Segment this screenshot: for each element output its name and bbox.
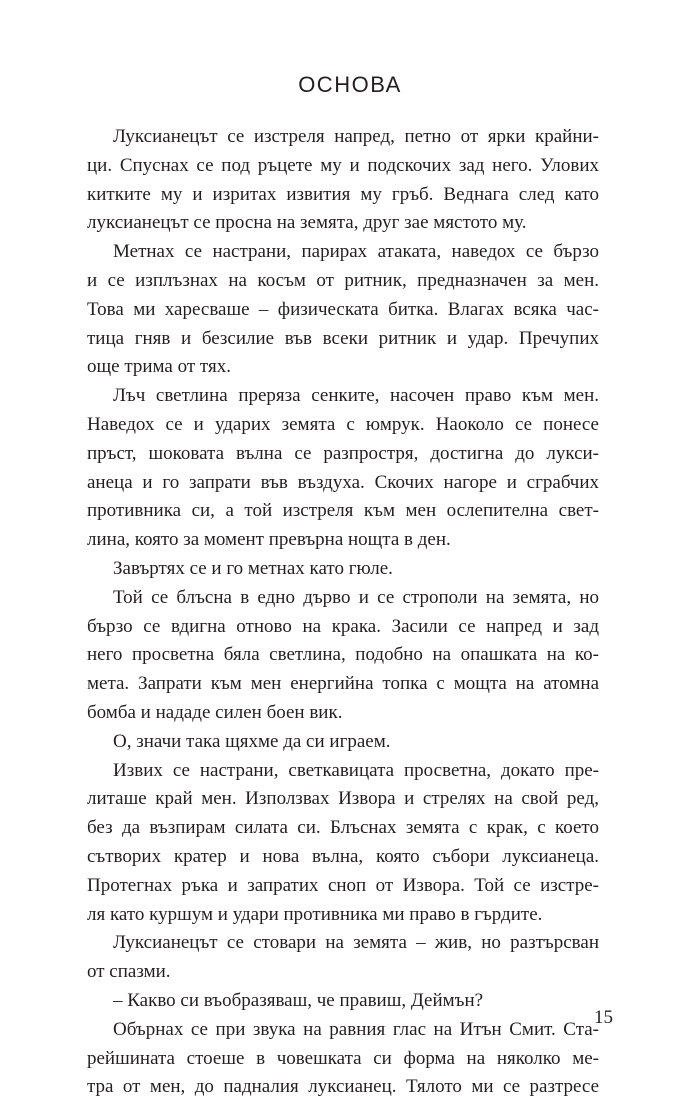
text-line: луксианецът се просна на земята, друг зае мястото му. <box>87 212 527 234</box>
text-line: анеца и го запрати във въздуха. Скочих нагоре и сграбчих <box>87 471 599 493</box>
text-line: сътворих кратер и нова вълна, която събори луксианеца. <box>87 845 599 867</box>
text-line: Протегнах ръка и запратих сноп от Извора. Той се изстре- <box>87 874 599 896</box>
body-text <box>87 123 599 1102</box>
text-line: Завъртях се и го метнах като гюле. <box>113 557 393 579</box>
text-line: Извих се настрани, светкавицата просветна, докато пре- <box>113 759 599 781</box>
text-line: мета. Запрати към мен енергийна топка с мощта на атомна <box>87 673 599 695</box>
text-line: и се изплъзнах на косъм от ритник, предназначен за мен. <box>87 269 599 291</box>
page-number: 15 <box>594 1007 613 1028</box>
chapter-title: ОСНОВА <box>298 72 402 97</box>
text-line: ля като куршум и удари противника ми право в гърдите. <box>87 903 543 925</box>
text-line: Наведох се и ударих земята с юмрук. Наоколо се понесе <box>87 413 599 435</box>
text-line: още трима от тях. <box>87 356 231 378</box>
text-line: ци. Спуснах се под ръцете му и подскочих зад него. Улових <box>87 154 599 176</box>
text-line: без да възпирам силата си. Блъснах земята с крак, с което <box>87 817 599 839</box>
text-line: Луксианецът се изстреля напред, петно от ярки крайни- <box>113 126 599 147</box>
text-line: от спазми. <box>87 961 171 983</box>
text-line: рейшината стоеше в човешката си форма на няколко ме- <box>87 1047 599 1069</box>
text-line: Той се блъсна в едно дърво и се строполи на земята, но <box>113 586 599 608</box>
text-line: Лъч светлина преряза сенките, насочен право към мен. <box>113 385 599 407</box>
text-line: пръст, шоковата вълна се разпростря, достигна до лукси- <box>87 442 599 464</box>
text-line: – Какво си въобразяваш, че правиш, Деймън? <box>113 989 484 1011</box>
text-line: бомба и нададе силен боен вик. <box>87 701 343 723</box>
text-line: О, значи така щяхме да си играем. <box>113 730 391 752</box>
text-line: Обърнах се при звука на равния глас на Итън Смит. Ста- <box>113 1018 599 1040</box>
text-line: Това ми харесваше – физическата битка. Влагах всяка час- <box>87 298 599 320</box>
text-line: литаше край мен. Използвах Извора и стрелях на свой ред, <box>87 788 599 810</box>
text-line: тица гняв и безсилие във всеки ритник и удар. Пречупих <box>87 327 599 349</box>
text-line: бързо се вдигна отново на крака. Засили се напред и зад <box>87 615 599 637</box>
text-line: Луксианецът се стовари на земята – жив, но разтърсван <box>113 932 599 954</box>
text-line: тра от мен, до падналия луксианец. Тялото ми се разтресе <box>87 1076 599 1098</box>
text-line: противника си, а той изстреля към мен ослепителна свет- <box>87 500 599 522</box>
text-line: лина, която за момент превърна нощта в ден. <box>87 529 451 551</box>
text-line: Метнах се настрани, парирах атаката, наведох се бързо <box>113 241 599 263</box>
text-line: китките му и изритах извития му гръб. Веднага след като <box>87 183 599 205</box>
text-line: него просветна бяла светлина, подобно на опашката на ко- <box>87 644 599 666</box>
